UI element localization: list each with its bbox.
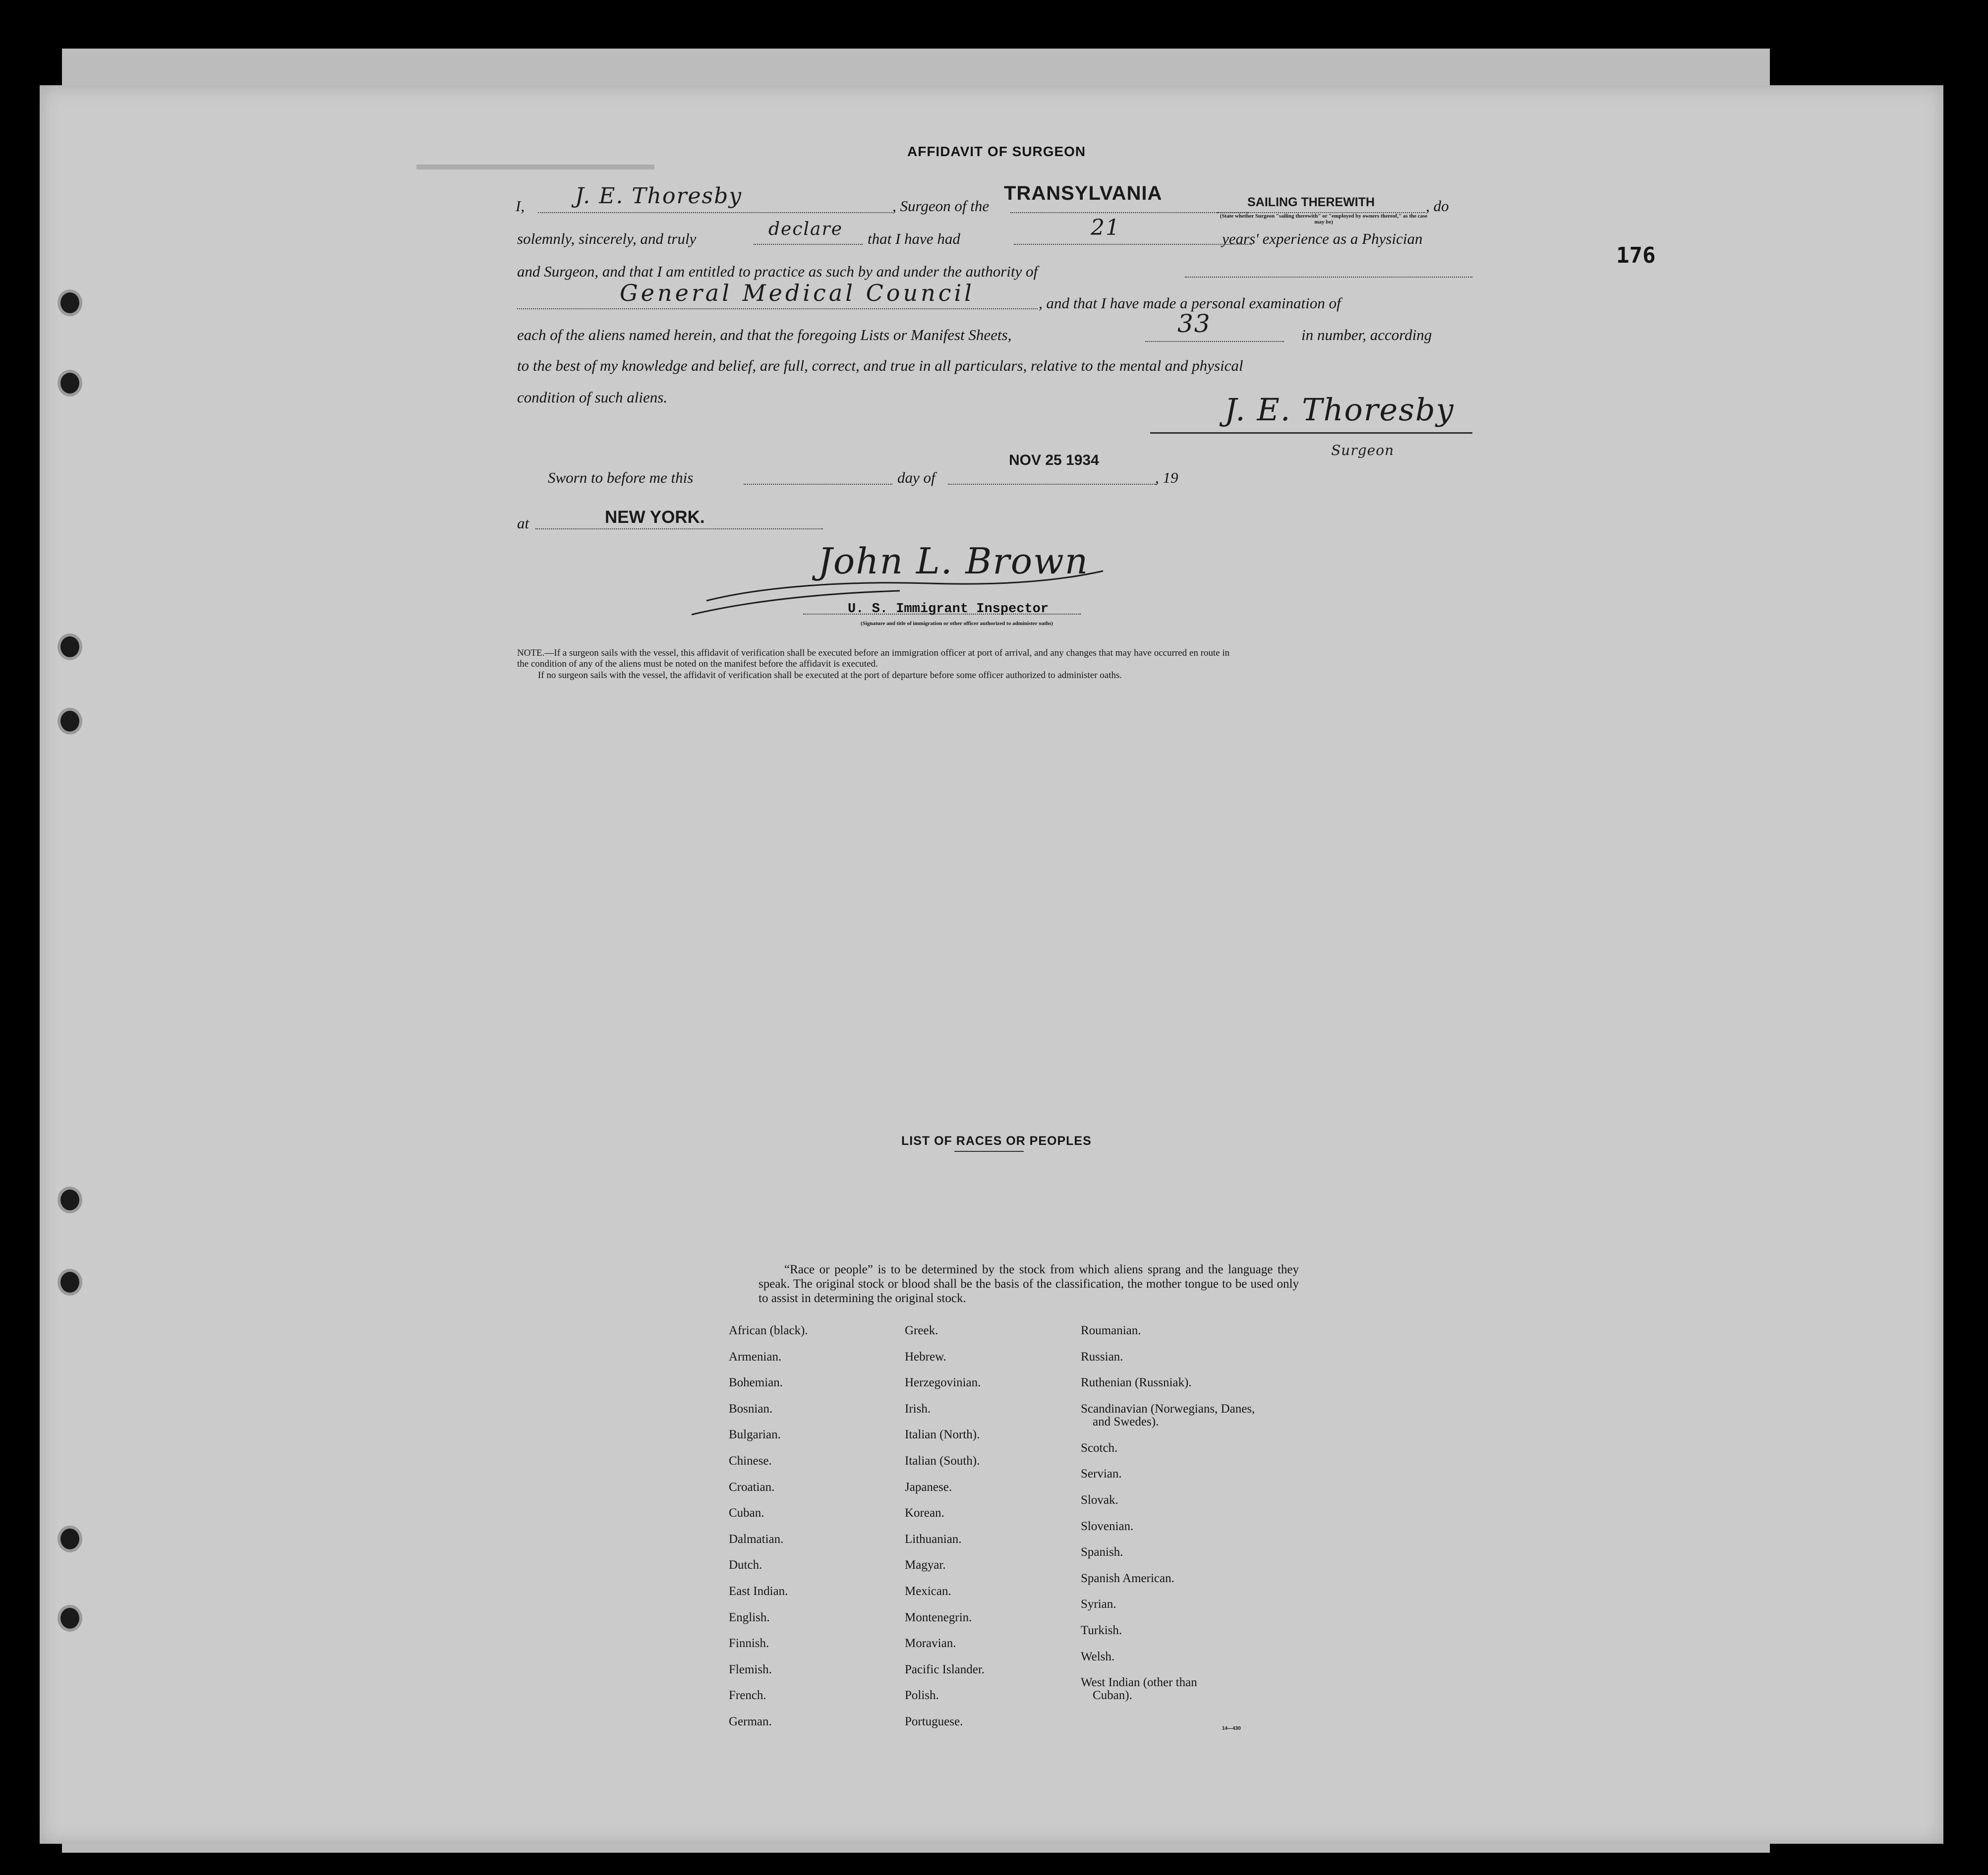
affidavit-line-2-end: years' experience as a Physician [1222,230,1423,247]
list-item: Croatian. [729,1480,775,1494]
surgeon-name-handwritten: J. E. Thoresby [575,183,743,209]
affidavit-line-4-end: , and that I have made a personal examination of [1039,294,1341,312]
affidavit-line-7: condition of such aliens. [517,389,668,406]
authority-blank-upper [1185,276,1472,278]
authority-blank [517,307,1038,309]
authority-handwritten: General Medical Council [620,280,975,306]
list-item: Flemish. [729,1662,772,1676]
binder-hole-icon [60,636,79,657]
note-line-2: the condition of any of the aliens must be noted on the manifest before the affidavit is executed. [517,659,878,669]
list-item: Cuban. [729,1506,764,1520]
list-item: Scotch. [1081,1441,1118,1455]
list-item: Irish. [905,1402,931,1416]
binder-hole-icon [60,1190,79,1210]
form-number: 14—430 [1222,1726,1241,1731]
binder-hole-icon [60,1529,79,1549]
list-item: West Indian (other than Cuban). [1081,1676,1197,1703]
bleed-through-text [416,165,654,170]
surgeon-name-blank [538,211,892,213]
list-item: Finnish. [729,1637,769,1650]
sworn-day-blank [744,483,892,485]
list-item: Magyar. [905,1558,946,1572]
races-column-1 [729,1324,907,1742]
oath-word-handwritten: declare [768,219,843,239]
list-item: Scandinavian (Norwegians, Danes, and Swedes). [1081,1402,1255,1428]
list-item: Armenian. [729,1350,782,1364]
list-item: Hebrew. [905,1350,946,1364]
ship-name-stamp: TRANSYLVANIA [1004,182,1163,204]
list-item: Dutch. [729,1558,762,1572]
races-column-2 [905,1324,1083,1742]
races-title: LIST OF RACES OR PEOPLES [901,1134,1092,1148]
races-column-3 [1081,1324,1264,1706]
list-item: Bosnian. [729,1402,773,1416]
note-line-3: If no surgeon sails with the vessel, the affidavit of verification shall be executed at the port of departure before some officer authorized to administer oaths. [538,670,1122,681]
list-item: Polish. [905,1689,939,1703]
list-item: Spanish American. [1081,1571,1174,1585]
sheets-blank [1145,340,1284,342]
affidavit-title: AFFIDAVIT OF SURGEON [907,144,1086,159]
surgeon-signature-line [1150,432,1472,434]
races-title-underline [954,1151,1024,1152]
note-line-1: NOTE.—If a surgeon sails with the vessel, this affidavit of verification shall be executed before an immigration officer at port of arrival, and any changes that may have occurred en route in [517,648,1230,658]
place-stamp: NEW YORK. [605,508,705,527]
list-item: East Indian. [729,1584,788,1598]
inspector-signature: John L. Brown [818,540,1089,582]
list-item: Korean. [905,1506,944,1520]
affidavit-line-1-mid: , Surgeon of the [892,197,990,215]
binder-hole-icon [60,1608,79,1629]
affidavit-line-2-start: solemnly, sincerely, and truly [517,230,697,247]
list-item: Welsh. [1081,1649,1115,1663]
list-item: Russian. [1081,1350,1123,1364]
years-handwritten: 21 [1091,215,1120,240]
sheets-handwritten: 33 [1177,309,1211,338]
list-item: Lithuanian. [905,1532,962,1546]
list-item: French. [729,1689,766,1703]
list-item: Syrian. [1081,1597,1116,1611]
surgeon-signature: J. E. Thoresby [1225,392,1455,428]
list-item: Herzegovinian. [905,1376,981,1390]
sworn-month-blank [948,483,1156,485]
list-item: Italian (South). [905,1454,980,1468]
list-item: Bulgarian. [729,1428,781,1442]
binder-hole-icon [60,711,79,732]
place-prefix: at [517,514,529,532]
list-item: Mexican. [905,1584,951,1598]
years-blank [1014,243,1252,245]
list-item: English. [729,1610,770,1624]
list-item: Ruthenian (Russniak). [1081,1376,1192,1390]
sworn-line-start: Sworn to before me this [548,469,694,486]
list-item: German. [729,1714,772,1728]
list-item: Pacific Islander. [905,1662,985,1676]
oath-word-blank [754,243,863,245]
list-item: Slovak. [1081,1493,1118,1507]
list-item: Dalmatian. [729,1532,784,1546]
list-item: Spanish. [1081,1545,1123,1559]
ship-name-blank [1010,211,1248,213]
list-item: Bohemian. [729,1376,783,1390]
binder-hole-icon [60,1272,79,1293]
manifest-page [40,85,1943,1844]
binder-hole-icon [60,292,79,313]
affidavit-line-1-start: I, [516,197,525,215]
binder-hole-icon [60,373,79,394]
list-item: Slovenian. [1081,1519,1134,1533]
list-item: Chinese. [729,1454,772,1468]
sworn-line-end: , 19 [1155,469,1178,486]
affidavit-line-2-mid: that I have had [868,230,960,247]
list-item: Italian (North). [905,1428,980,1442]
list-item: African (black). [729,1324,808,1337]
affidavit-line-3: and Surgeon, and that I am entitled to practice as such by and under the authority of [517,263,1038,280]
list-item: Greek. [905,1324,938,1337]
surgeon-signature-title: Surgeon [1331,442,1394,458]
list-item: Japanese. [905,1480,952,1494]
place-blank [535,527,823,529]
list-item: Portuguese. [905,1714,963,1728]
sworn-line-mid: day of [897,469,936,486]
affidavit-line-5-start: each of the aliens named herein, and that the foregoing Lists or Manifest Sheets, [517,326,1012,343]
affidavit-line-5-end: in number, according [1301,326,1432,343]
affidavit-line-1-end: , do [1426,197,1449,215]
list-item: Roumanian. [1081,1324,1141,1337]
sailing-status-stamp: SAILING THEREWITH [1247,195,1375,209]
list-item: Montenegrin. [905,1610,972,1624]
page-number: 176 [1616,243,1656,268]
inspector-title: U. S. Immigrant Inspector [848,602,1049,617]
list-item: Turkish. [1081,1623,1122,1637]
affidavit-line-6: to the best of my knowledge and belief, are full, correct, and true in all particulars, relative to the mental and physical [517,357,1243,374]
races-intro: “Race or people” is to be determined by the stock from which aliens sprang and the language they speak. The original stock or blood shall be the basis of the classification, the mother tongue to be used only to assist in determining the original stock. [759,1263,1299,1305]
inspector-caption: (Signature and title of immigration or other officer authorized to administer oaths) [861,621,1053,626]
sailing-status-caption: (State whether Surgeon "sailing therewith" or "employed by owners thereof," as the case may be) [1220,213,1428,225]
list-item: Servian. [1081,1467,1122,1481]
date-stamp: NOV 25 1934 [1009,452,1099,468]
list-item: Moravian. [905,1637,956,1650]
